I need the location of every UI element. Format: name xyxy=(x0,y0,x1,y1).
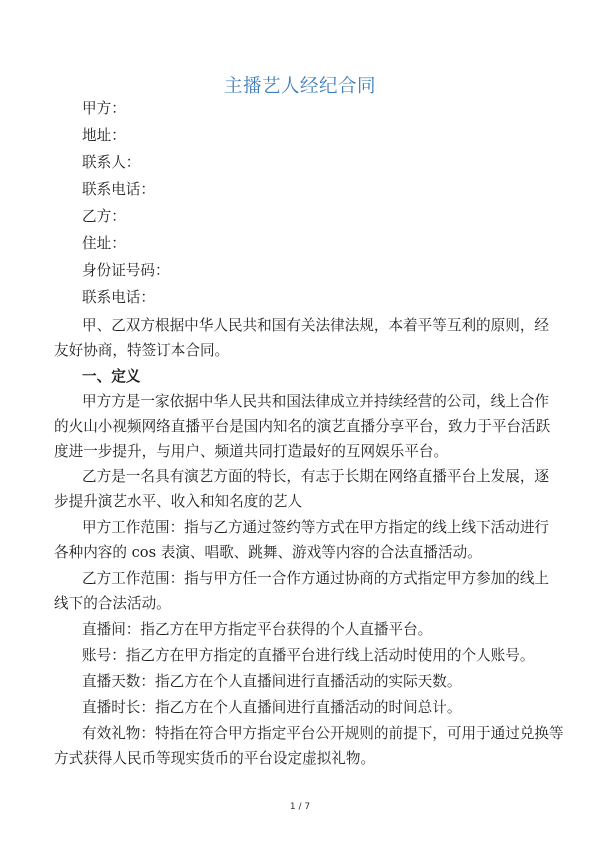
document-title: 主播艺人经纪合同 xyxy=(223,76,376,97)
definition-valid-gift-line-2: 方式获得人民币等现实货币的平台设定虚拟礼物。 xyxy=(54,750,376,767)
intro-line-1: 甲、乙双方根据中华人民共和国有关法律法规，本着平等互利的原则，经 xyxy=(82,317,550,334)
definition-paragraph-3-line-2: 各种内容的 cos 表演、唱歌、跳舞、游戏等内容的合法直播活动。 xyxy=(54,544,482,561)
intro-line-2: 友好协商，特签订本合同。 xyxy=(54,342,230,359)
field-party-b: 乙方： xyxy=(82,208,126,225)
field-contact-person: 联系人： xyxy=(82,154,141,171)
definition-live-duration: 直播时长：指乙方在个人直播间进行直播活动的时间总计。 xyxy=(82,699,462,716)
definition-valid-gift-line-1: 有效礼物：特指在符合甲方指定平台公开规则的前提下，可用于通过兑换等 xyxy=(82,725,564,742)
definition-paragraph-3-line-1: 甲方工作范围：指与乙方通过签约等方式在甲方指定的线上线下活动进行 xyxy=(82,519,550,536)
field-id-number: 身份证号码： xyxy=(82,262,170,279)
section-heading-definitions: 一、定义 xyxy=(82,368,141,385)
definition-paragraph-1-line-1: 甲方方是一家依据中华人民共和国法律成立并持续经营的公司，线上合作 xyxy=(82,393,550,410)
definition-paragraph-1-line-2: 的火山小视频网络直播平台是国内知名的演艺直播分享平台，致力于平台活跃 xyxy=(54,418,551,435)
definition-paragraph-1-line-3: 度进一步提升，与用户、频道共同打造最好的互网娱乐平台。 xyxy=(54,443,449,460)
field-contact-phone-b: 联系电话： xyxy=(82,289,155,306)
page-number: 1 / 7 xyxy=(289,802,311,812)
definition-paragraph-2-line-2: 步提升演艺水平、收入和知名度的艺人 xyxy=(54,493,303,510)
field-address: 地址： xyxy=(82,127,126,144)
definition-live-room: 直播间：指乙方在甲方指定平台获得的个人直播平台。 xyxy=(82,621,433,638)
field-contact-phone-a: 联系电话： xyxy=(82,181,155,198)
field-residence: 住址： xyxy=(82,235,126,252)
definition-paragraph-4-line-2: 线下的合法活动。 xyxy=(54,595,171,612)
field-party-a: 甲方： xyxy=(82,100,126,117)
definition-paragraph-2-line-1: 乙方是一名具有演艺方面的特长，有志于长期在网络直播平台上发展，逐 xyxy=(82,468,550,485)
definition-paragraph-4-line-1: 乙方工作范围：指与甲方任一合作方通过协商的方式指定甲方参加的线上 xyxy=(82,570,550,587)
definition-account: 账号：指乙方在甲方指定的直播平台进行线上活动时使用的个人账号。 xyxy=(82,647,535,664)
definition-live-days: 直播天数：指乙方在个人直播间进行直播活动的实际天数。 xyxy=(82,673,462,690)
